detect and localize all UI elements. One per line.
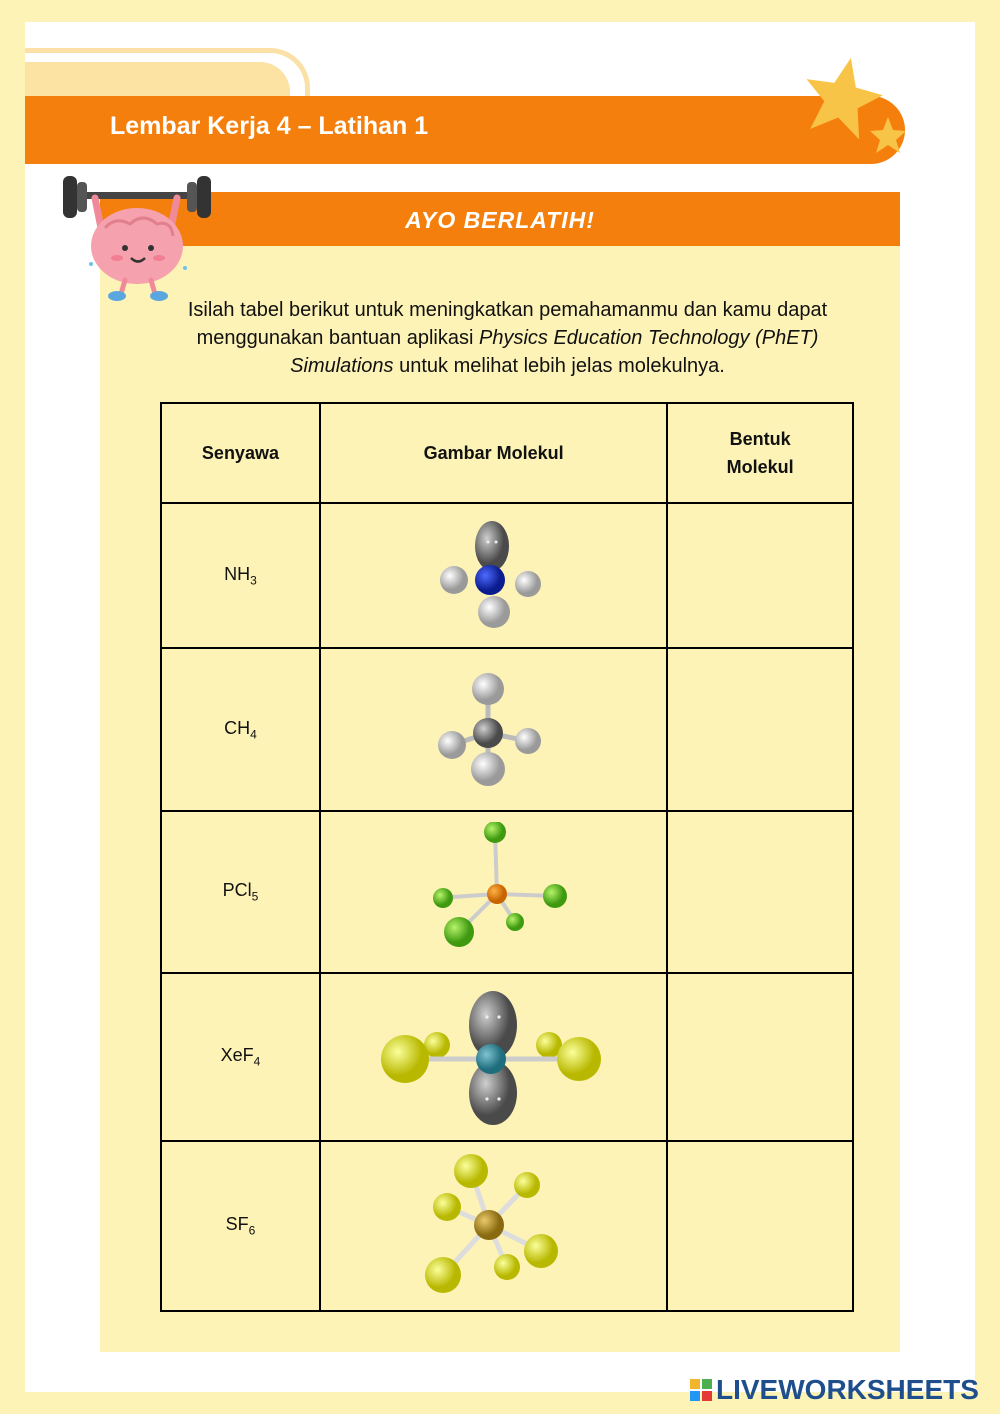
header-compound: Senyawa <box>161 403 320 503</box>
molecule-shape-answer[interactable] <box>667 973 853 1141</box>
section-title: AYO BERLATIH! <box>405 207 595 233</box>
molecule-image-cell <box>320 1141 667 1311</box>
compound-cell <box>161 973 320 1141</box>
molecule-image-cell <box>320 973 667 1141</box>
formula-base: XeF <box>220 1045 254 1066</box>
molecule-image-cell <box>320 503 667 648</box>
liveworksheets-logo-icon <box>690 1379 712 1401</box>
formula-base: NH <box>224 563 251 584</box>
formula-subscript: 6 <box>248 1223 256 1238</box>
brain-mascot-icon <box>55 168 220 308</box>
formula-subscript: 3 <box>250 573 257 588</box>
compound-cell <box>161 811 320 973</box>
instructions-part-1: Isilah tabel berikut untuk meningkatkan pemahamanmu dan kamu dapat menggunakan bantuan aplikasi <box>187 299 828 349</box>
star-icon <box>798 55 913 165</box>
molecule-table <box>160 402 854 1312</box>
formula-base: CH <box>224 717 251 738</box>
xef4-molecule-image <box>379 987 609 1127</box>
liveworksheets-logo-text: LIVEWORKSHEETS <box>716 1374 979 1405</box>
nh3-molecule-image <box>434 516 554 636</box>
ch4-molecule-image <box>434 667 554 792</box>
molecule-image-cell <box>320 811 667 973</box>
compound-cell <box>161 503 320 648</box>
pcl5-molecule-image <box>419 822 569 962</box>
table-header-row <box>161 403 853 503</box>
table-row <box>161 1141 853 1311</box>
molecule-shape-answer[interactable] <box>667 503 853 648</box>
formula-base: SF <box>225 1214 249 1235</box>
liveworksheets-logo <box>690 1374 979 1406</box>
compound-cell <box>161 1141 320 1311</box>
header-shape-label: Bentuk Molekul <box>726 429 794 477</box>
header-molecule-image: Gambar Molekul <box>320 403 667 503</box>
header-molecule-shape <box>667 403 853 503</box>
page-title: Lembar Kerja 4 – Latihan 1 <box>110 112 429 140</box>
formula-subscript: 4 <box>253 1054 261 1069</box>
sf6-molecule-image <box>419 1151 569 1301</box>
molecule-shape-answer[interactable] <box>667 811 853 973</box>
molecule-shape-answer[interactable] <box>667 1141 853 1311</box>
instructions-part-2: untuk melihat lebih jelas molekulnya. <box>393 355 725 377</box>
table-row <box>161 503 853 648</box>
molecule-shape-answer[interactable] <box>667 648 853 811</box>
formula-subscript: 5 <box>251 889 259 904</box>
table-row <box>161 648 853 811</box>
table-row <box>161 973 853 1141</box>
table-row <box>161 811 853 973</box>
formula-subscript: 4 <box>250 727 257 742</box>
molecule-image-cell <box>320 648 667 811</box>
compound-cell <box>161 648 320 811</box>
formula-base: PCl <box>222 880 252 901</box>
instructions-app-name: Physics Education Technology (PhET) Simulations <box>290 327 819 377</box>
instructions-text <box>150 296 865 380</box>
